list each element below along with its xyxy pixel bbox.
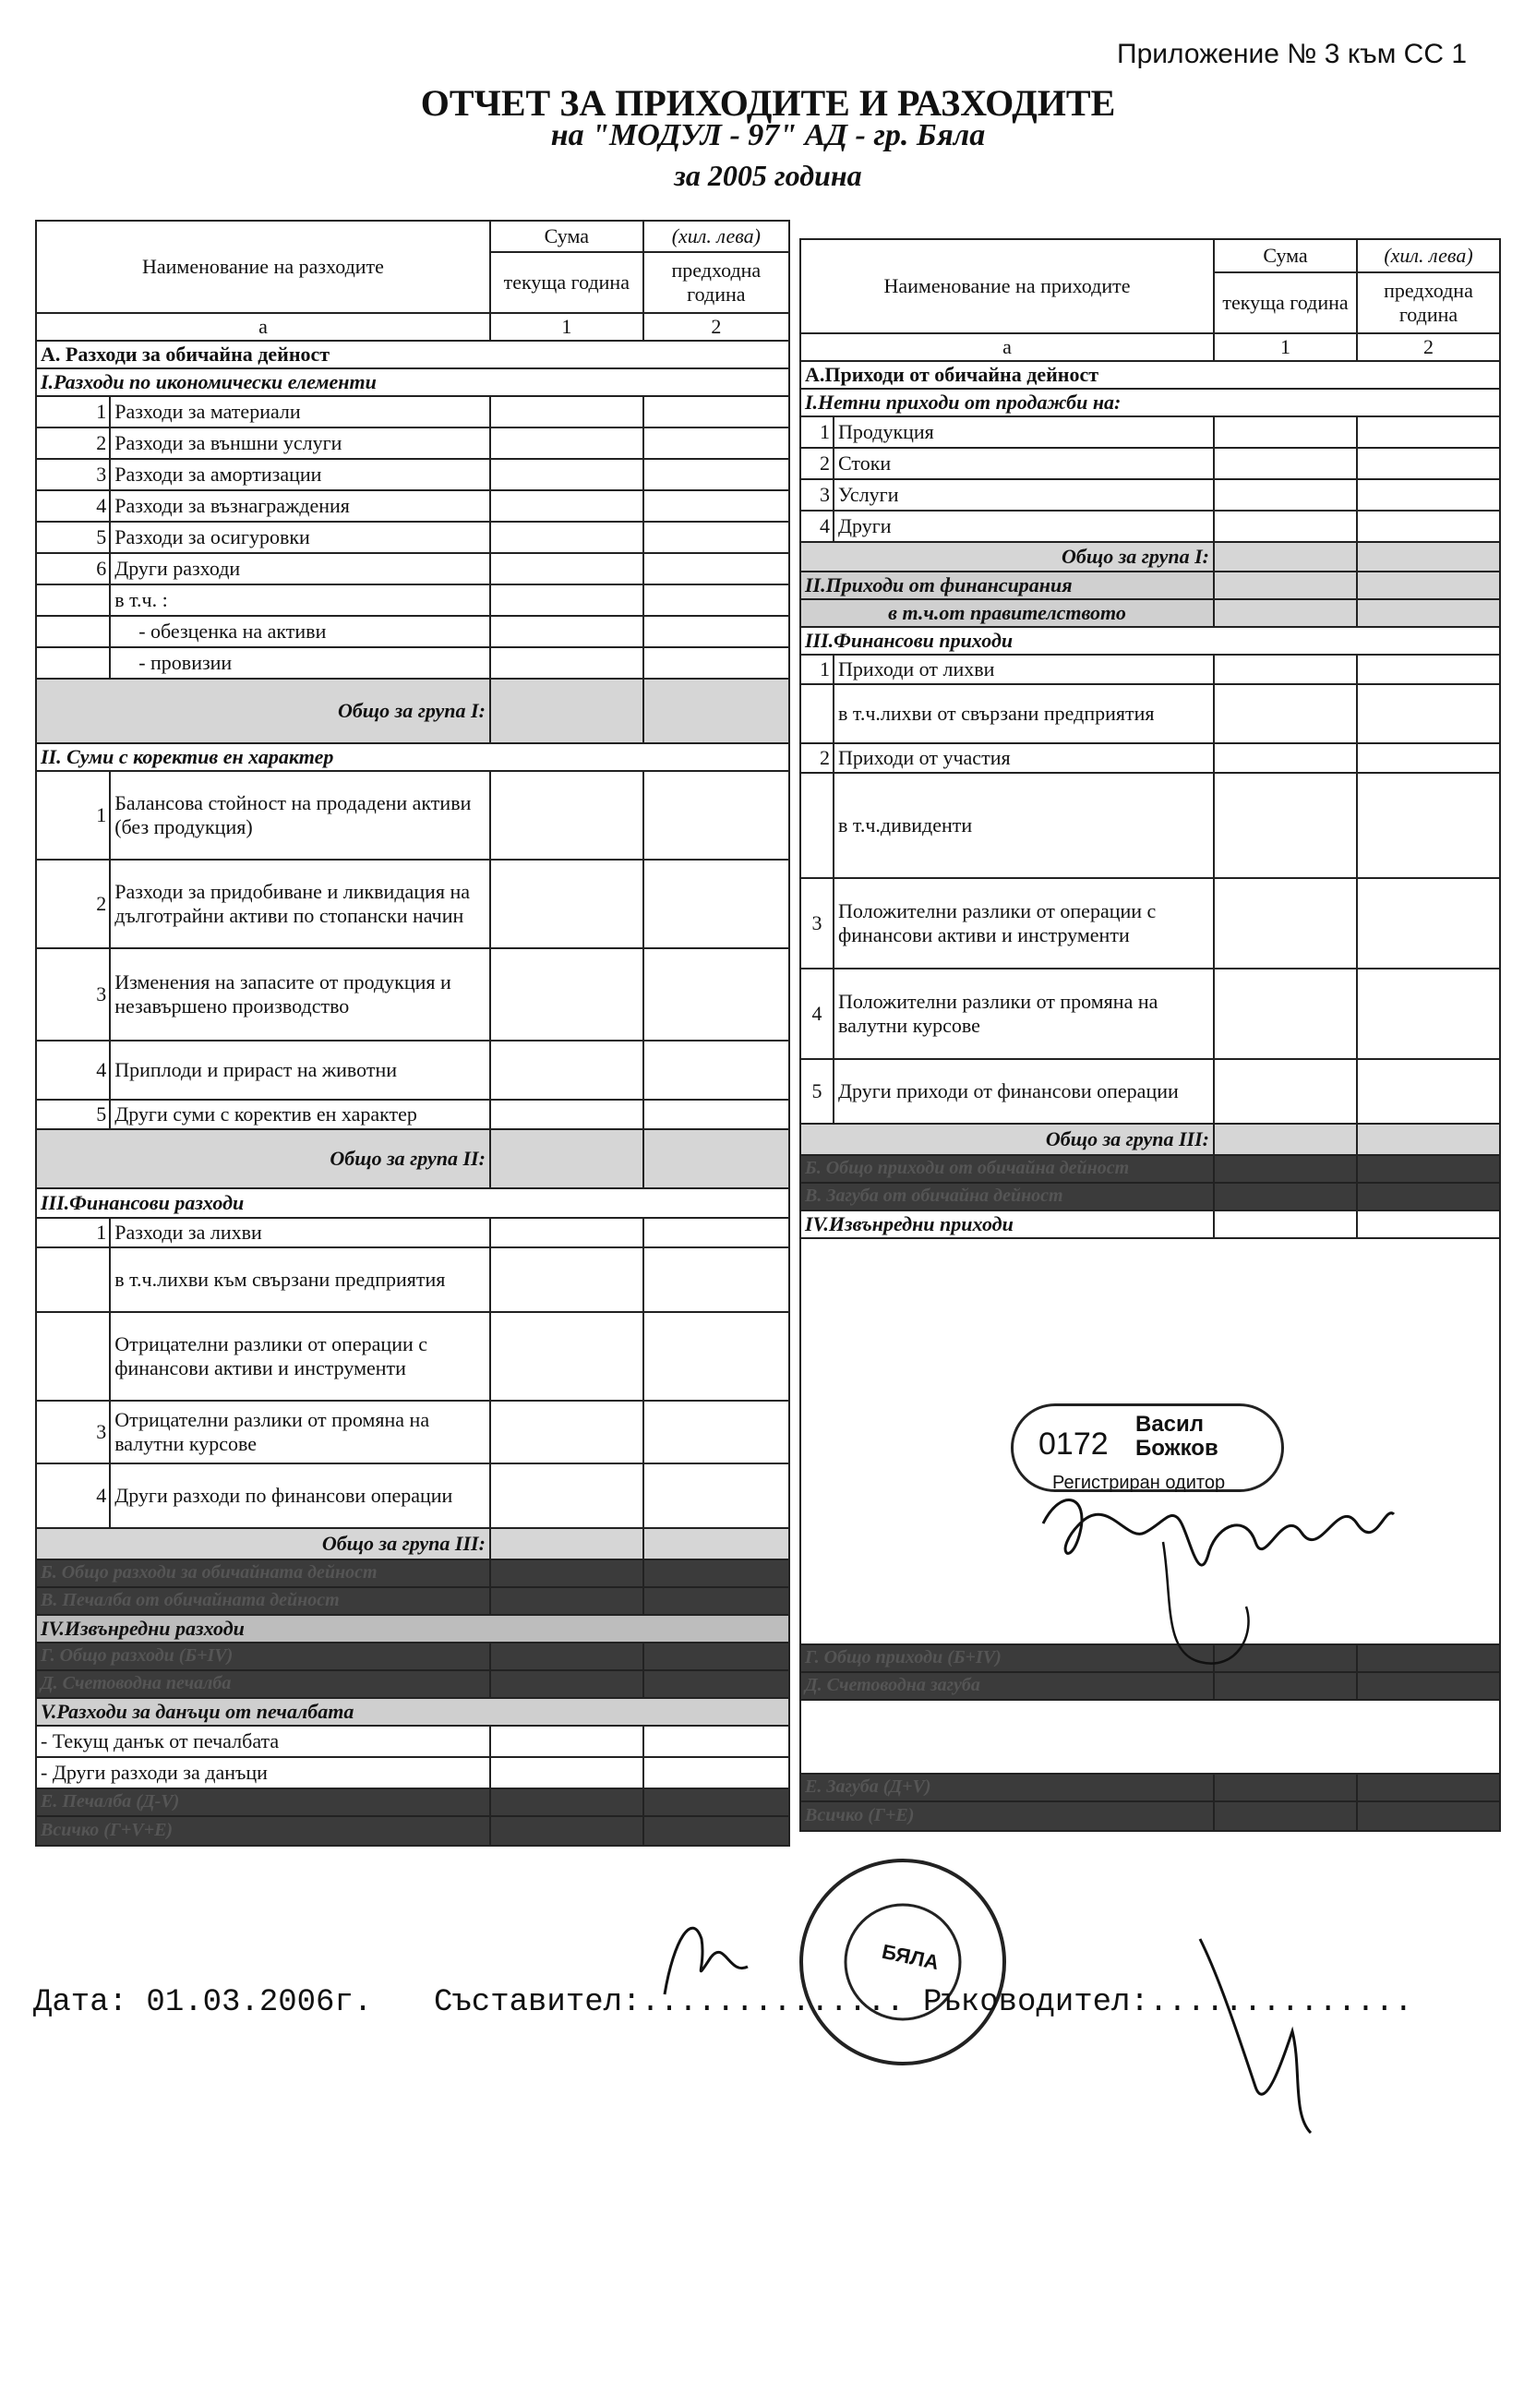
table-row: в т.ч.лихви от свързани предприятия [800, 684, 1500, 743]
income-accounting-loss: Д. Счетоводна загуба [800, 1672, 1214, 1700]
expenses-idx-1: 1 [490, 313, 643, 341]
footer-manager: Ръководител:.............. [923, 1985, 1413, 2020]
table-row: 2 Разходи за външни услуги [36, 427, 789, 459]
table-row: 1 Продукция [800, 416, 1500, 448]
expenses-total-ordinary: Б. Общо разходи за обичайната дейност [36, 1559, 490, 1587]
income-col-previous: предходна година [1357, 272, 1500, 333]
expenses-table [35, 220, 790, 1847]
table-row: 1 Балансова стойност на продадени активи (без продукция) [36, 771, 789, 860]
expenses-group5-title: V.Разходи за данъци от печалбата [36, 1698, 789, 1726]
expenses-col-name: Наименование на разходите [36, 221, 490, 313]
table-row: в т.ч.лихви към свързани предприятия [36, 1247, 789, 1312]
table-row: 4 Приплоди и прираст на животни [36, 1041, 789, 1100]
table-row: 5 Други суми с коректив ен характер [36, 1100, 789, 1129]
auditor-number: 0172 [1038, 1427, 1109, 1462]
income-group3-title: III.Финансови приходи [800, 627, 1500, 655]
table-row: 3 Изменения на запасите от продукция и незавършено производство [36, 948, 789, 1041]
table-row: - обезценка на активи [36, 616, 789, 647]
table-row: 3 Отрицателни разлики от промяна на валутни курсове [36, 1401, 789, 1463]
expenses-grand-total: Всичко (Г+V+Е) [36, 1816, 490, 1846]
expenses-profit: Е. Печалба (Д-V) [36, 1788, 490, 1816]
income-group2-gov: в т.ч.от правителството [800, 599, 1214, 627]
company-name: на "МОДУЛ - 97" АД - гр. Бяла [550, 118, 986, 152]
table-row: 3 Положителни разлики от операции с финансови активи и инструменти [800, 878, 1500, 969]
table-row: 1 Приходи от лихви [800, 655, 1500, 684]
expenses-idx-2: 2 [643, 313, 789, 341]
table-row: 3 Услуги [800, 479, 1500, 511]
income-col-unit: (хил. лева) [1357, 239, 1500, 272]
table-row: - Други разходи за данъци [36, 1757, 789, 1788]
expenses-group2-total: Общо за група II: [36, 1129, 490, 1188]
expenses-total-all: Г. Общо разходи (Б+IV) [36, 1643, 490, 1670]
income-grand-total: Всичко (Г+Е) [800, 1801, 1214, 1831]
income-group4-title: IV.Извънредни приходи [800, 1210, 1214, 1238]
expenses-section-a: А. Разходи за обичайна дейност [36, 341, 789, 368]
table-row: 3 Разходи за амортизации [36, 459, 789, 490]
table-row: 2 Разходи за придобиване и ликвидация на дълготрайни активи по стопански начин [36, 860, 789, 948]
table-row: 4 Положителни разлики от промяна на валутни курсове [800, 969, 1500, 1059]
report-title: ОТЧЕТ ЗА ПРИХОДИТЕ И РАЗХОДИТЕ [420, 82, 1116, 124]
expenses-group2-title: II. Суми с коректив ен характер [36, 743, 789, 771]
table-row: 1 Разходи за материали [36, 396, 789, 427]
table-row: - провизии [36, 647, 789, 679]
income-total-ordinary: Б. Общо приходи от обичайна дейност [800, 1155, 1214, 1183]
table-row: 4 Други [800, 511, 1500, 542]
income-loss: Е. Загуба (Д+V) [800, 1774, 1214, 1801]
table-row: 2 Приходи от участия [800, 743, 1500, 773]
table-row: 4 Разходи за възнаграждения [36, 490, 789, 522]
preparer-signature [637, 1902, 775, 2004]
footer-date: Дата: 01.03.2006г. [33, 1985, 373, 2020]
expenses-group3-total: Общо за група III: [36, 1528, 490, 1559]
expenses-col-previous: предходна година [643, 252, 789, 313]
annex-label: Приложение № 3 към СС 1 [1117, 39, 1468, 69]
seal-city: БЯЛА [880, 1939, 942, 1975]
income-section-a: А.Приходи от обичайна дейност [800, 361, 1500, 389]
report-period: за 2005 година [674, 159, 862, 192]
table-row: в т.ч. : [36, 584, 789, 616]
auditor-role: Регистриран одитор [1052, 1473, 1226, 1493]
auditor-signature [1025, 1468, 1412, 1690]
footer-preparer: Съставител:.............. [434, 1985, 906, 2020]
income-group1-title: I.Нетни приходи от продажби на: [800, 389, 1500, 416]
expenses-col-current: текуща година [490, 252, 643, 313]
table-row: 5 Разходи за осигуровки [36, 522, 789, 553]
income-group3-total: Общо за група III: [800, 1124, 1214, 1155]
income-total-all: Г. Общо приходи (Б+IV) [800, 1644, 1214, 1672]
table-row: 5 Други приходи от финансови операции [800, 1059, 1500, 1124]
income-group2-title: II.Приходи от финансирания [800, 572, 1214, 599]
expenses-idx-a: а [36, 313, 490, 341]
income-idx-1: 1 [1214, 333, 1357, 361]
table-row: - Текущ данък от печалбата [36, 1726, 789, 1757]
income-col-current: текуща година [1214, 272, 1357, 333]
expenses-col-unit: (хил. лева) [643, 221, 789, 252]
table-row: 1 Разходи за лихви [36, 1218, 789, 1247]
income-col-sum: Сума [1214, 239, 1357, 272]
expenses-profit-ordinary: В. Печалба от обичайната дейност [36, 1587, 490, 1615]
table-row: Отрицателни разлики от операции с финансови активи и инструменти [36, 1312, 789, 1401]
table-row: 2 Стоки [800, 448, 1500, 479]
expenses-col-sum: Сума [490, 221, 643, 252]
manager-signature [1182, 1920, 1329, 2142]
table-row: 6 Други разходи [36, 553, 789, 584]
expenses-group3-title: III.Финансови разходи [36, 1188, 789, 1218]
income-col-name: Наименование на приходите [800, 239, 1214, 333]
income-loss-ordinary: В. Загуба от обичайна дейност [800, 1183, 1214, 1210]
table-row: 4 Други разходи по финансови операции [36, 1463, 789, 1528]
expenses-group1-total: Общо за група I: [36, 679, 490, 743]
income-idx-a: а [800, 333, 1214, 361]
table-row: в т.ч.дивиденти [800, 773, 1500, 878]
expenses-group1-title: I.Разходи по икономически елементи [36, 368, 789, 396]
expenses-group4-title: IV.Извънредни разходи [36, 1615, 789, 1643]
income-group1-total: Общо за група I: [800, 542, 1214, 572]
income-idx-2: 2 [1357, 333, 1500, 361]
expenses-accounting-profit: Д. Счетоводна печалба [36, 1670, 490, 1698]
auditor-name: Васил Божков [1135, 1412, 1218, 1462]
